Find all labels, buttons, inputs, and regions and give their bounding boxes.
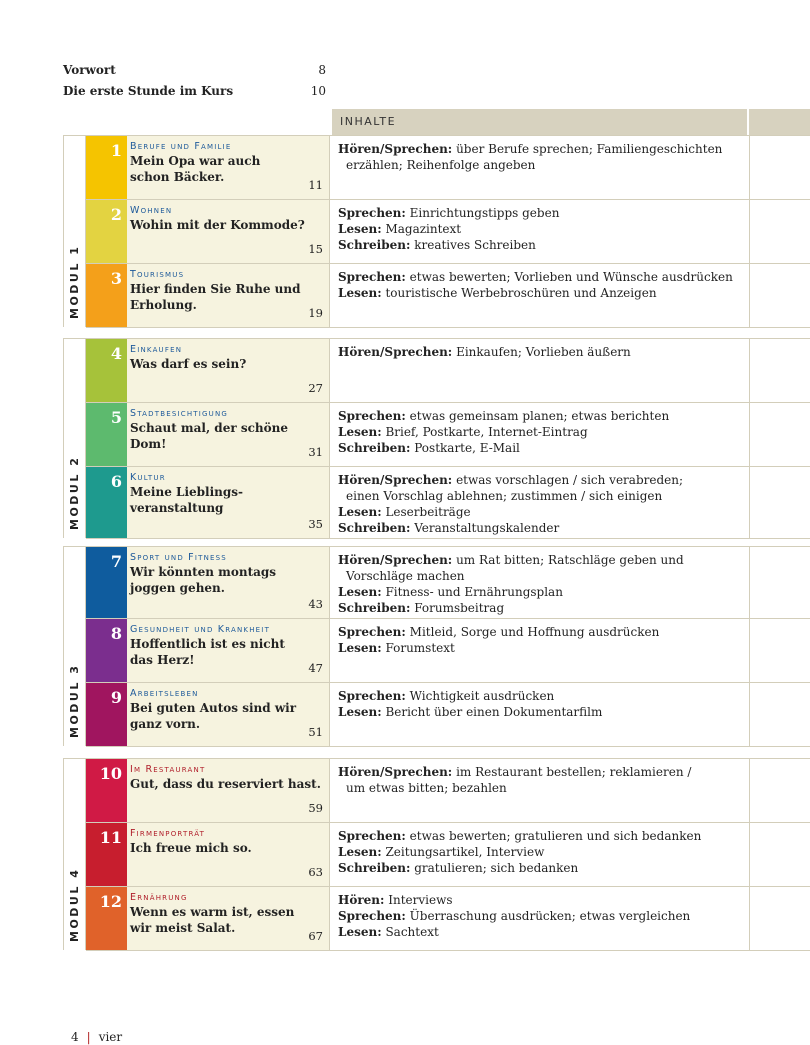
skill-label: Sprechen:: [338, 270, 406, 284]
skill-label: Sprechen:: [338, 206, 406, 220]
chapter-category: Kultur: [130, 472, 166, 483]
chapter-title: Meine Lieblings- veranstaltung: [130, 485, 244, 515]
chapter-number: 11: [86, 823, 127, 886]
skill-label: Sprechen:: [338, 909, 406, 923]
chapter-page: 67: [308, 929, 323, 943]
chapter-row: [86, 619, 810, 683]
chapter-title: Ich freue mich so.: [130, 841, 252, 855]
content-line: [338, 584, 743, 600]
chapter-page: 15: [308, 242, 323, 256]
skill-description: touristische Werbebroschüren und Anzeigen: [381, 286, 657, 300]
chapter-info: [127, 403, 330, 466]
module-label-text: MODUL 4: [67, 867, 81, 942]
skill-description: Veranstaltungskalender: [410, 521, 560, 535]
skill-description: Bericht über einen Dokumentarfilm: [381, 705, 603, 719]
content-line: [338, 704, 743, 720]
skill-label: Schreiben:: [338, 861, 411, 875]
chapter-title: Was darf es sein?: [130, 357, 247, 371]
chapter-title: Hier finden Sie Ruhe und Erholung.: [130, 282, 301, 312]
chapter-category: Einkaufen: [130, 344, 183, 355]
skill-description: erzählen; Reihenfolge angeben: [346, 158, 536, 172]
content-line: [338, 844, 743, 860]
content-line: [338, 440, 743, 456]
chapter-page: 47: [308, 661, 323, 675]
skill-label: Schreiben:: [338, 521, 411, 535]
footer-separator: |: [86, 1030, 91, 1044]
chapter-number: 10: [86, 759, 127, 822]
skill-description: Leserbeiträge: [381, 505, 471, 519]
skill-description: Wichtigkeit ausdrücken: [405, 689, 555, 703]
content-line: [338, 908, 743, 924]
intro-title: Vorwort: [63, 63, 116, 77]
skill-description: Interviews: [384, 893, 453, 907]
skill-label: Lesen:: [338, 585, 382, 599]
chapter-contents: [332, 619, 750, 682]
skill-description: kreatives Schreiben: [410, 238, 536, 252]
chapter-row: [86, 403, 810, 467]
content-line: [338, 624, 743, 640]
content-line: [338, 472, 743, 488]
content-line: [338, 520, 743, 536]
chapter-number: 7: [86, 547, 127, 618]
chapter-category: Arbeitsleben: [130, 688, 199, 699]
module-block: [63, 758, 810, 950]
chapter-category: Im Restaurant: [130, 764, 206, 775]
skill-description: Forumsbeitrag: [410, 601, 505, 615]
skill-label: Hören/Sprechen:: [338, 765, 453, 779]
chapter-contents: [332, 823, 750, 886]
chapter-category: Wohnen: [130, 205, 173, 216]
skill-description: Postkarte, E-Mail: [410, 441, 520, 455]
chapter-title: Gut, dass du reserviert hast.: [130, 777, 321, 791]
module-block: [63, 135, 810, 327]
module-label: [63, 136, 86, 327]
content-line: [338, 424, 743, 440]
chapter-page: 59: [308, 801, 323, 815]
chapter-number: 2: [86, 200, 127, 263]
skill-label: Sprechen:: [338, 409, 406, 423]
skill-label: Lesen:: [338, 641, 382, 655]
module-block: [63, 546, 810, 746]
skill-label: Hören/Sprechen:: [338, 473, 453, 487]
chapter-category: Berufe und Familie: [130, 141, 232, 152]
chapter-row: [86, 136, 810, 200]
skill-description: etwas bewerten; gratulieren und sich bedanken: [405, 829, 702, 843]
content-line: [338, 221, 743, 237]
content-line: [338, 141, 743, 157]
skill-label: Sprechen:: [338, 829, 406, 843]
chapter-title: Hoffentlich ist es nicht das Herz!: [130, 637, 285, 667]
chapter-row: [86, 683, 810, 747]
skill-description: im Restaurant bestellen; reklamieren /: [452, 765, 692, 779]
chapter-info: [127, 547, 330, 618]
chapter-contents: [332, 264, 750, 327]
module-label-text: MODUL 3: [67, 663, 81, 738]
intro-page: 10: [310, 84, 326, 98]
chapter-row: [86, 547, 810, 619]
skill-label: Lesen:: [338, 705, 382, 719]
page-word: vier: [98, 1030, 123, 1044]
chapter-number: 9: [86, 683, 127, 746]
chapter-row: [86, 200, 810, 264]
module-label: [63, 339, 86, 538]
chapter-row: [86, 339, 810, 403]
skill-label: Sprechen:: [338, 625, 406, 639]
skill-description: um Rat bitten; Ratschläge geben und: [452, 553, 684, 567]
chapter-contents: [332, 467, 750, 538]
content-line: [338, 552, 743, 568]
chapter-number: 8: [86, 619, 127, 682]
chapter-category: Tourismus: [130, 269, 185, 280]
chapter-title: Wir könnten montags joggen gehen.: [130, 565, 277, 595]
module-label: [63, 547, 86, 746]
skill-description: etwas bewerten; Vorlieben und Wünsche ausdrücken: [405, 270, 733, 284]
chapter-info: [127, 200, 330, 263]
skill-description: über Berufe sprechen; Familiengeschichten: [452, 142, 723, 156]
skill-description: Vorschläge machen: [346, 569, 465, 583]
page-footer: [71, 1030, 122, 1044]
chapter-info: [127, 339, 330, 402]
chapter-number: 6: [86, 467, 127, 538]
skill-label: Lesen:: [338, 222, 382, 236]
content-line: [338, 828, 743, 844]
skill-label: Sprechen:: [338, 689, 406, 703]
chapter-category: Stadtbesichtigung: [130, 408, 229, 419]
content-line: [338, 408, 743, 424]
page-number: 4: [71, 1030, 79, 1044]
content-line: [338, 568, 743, 584]
chapter-page: 43: [308, 597, 323, 611]
chapter-title: Wenn es warm ist, essen wir meist Salat.: [130, 905, 295, 935]
skill-label: Lesen:: [338, 505, 382, 519]
content-line: [338, 860, 743, 876]
chapter-page: 31: [308, 445, 323, 459]
chapter-title: Bei guten Autos sind wir ganz vorn.: [130, 701, 297, 731]
chapter-info: [127, 759, 330, 822]
skill-label: Schreiben:: [338, 441, 411, 455]
chapter-category: Ernährung: [130, 892, 188, 903]
skill-description: einen Vorschlag ablehnen; zustimmen / sich einigen: [346, 489, 663, 503]
content-line: [338, 764, 743, 780]
next-column-header: [749, 109, 810, 135]
module-block: [63, 338, 810, 538]
skill-label: Schreiben:: [338, 601, 411, 615]
chapter-page: 27: [308, 381, 323, 395]
chapter-page: 11: [308, 178, 323, 192]
chapter-row: [86, 264, 810, 328]
skill-description: etwas vorschlagen / sich verabreden;: [452, 473, 684, 487]
intro-title: Die erste Stunde im Kurs: [63, 84, 234, 98]
skill-label: Hören/Sprechen:: [338, 345, 453, 359]
skill-description: Zeitungsartikel, Interview: [381, 845, 545, 859]
chapter-number: 3: [86, 264, 127, 327]
skill-description: um etwas bitten; bezahlen: [346, 781, 507, 795]
content-line: [338, 640, 743, 656]
chapter-category: Sport und Fitness: [130, 552, 227, 563]
chapter-contents: [332, 136, 750, 199]
skill-label: Hören:: [338, 893, 385, 907]
skill-description: Magazintext: [381, 222, 462, 236]
content-line: [338, 780, 743, 796]
chapter-contents: [332, 759, 750, 822]
chapter-contents: [332, 200, 750, 263]
skill-label: Lesen:: [338, 286, 382, 300]
chapter-row: [86, 887, 810, 951]
skill-description: Sachtext: [381, 925, 439, 939]
content-line: [338, 924, 743, 940]
chapter-info: [127, 823, 330, 886]
skill-description: Einkaufen; Vorlieben äußern: [452, 345, 631, 359]
chapter-info: [127, 264, 330, 327]
chapter-row: [86, 759, 810, 823]
content-line: [338, 205, 743, 221]
module-label: [63, 759, 86, 950]
chapter-info: [127, 619, 330, 682]
content-line: [338, 285, 743, 301]
chapter-category: Gesundheit und Krankheit: [130, 624, 271, 635]
chapter-info: [127, 887, 330, 950]
skill-label: Lesen:: [338, 845, 382, 859]
chapter-page: 35: [308, 517, 323, 531]
skill-description: Mitleid, Sorge und Hoffnung ausdrücken: [405, 625, 660, 639]
skill-description: Einrichtungstipps geben: [405, 206, 560, 220]
chapter-info: [127, 467, 330, 538]
skill-description: Fitness- und Ernährungsplan: [381, 585, 563, 599]
skill-description: Brief, Postkarte, Internet-Eintrag: [381, 425, 588, 439]
chapter-row: [86, 823, 810, 887]
skill-description: Forumstext: [381, 641, 455, 655]
chapter-contents: [332, 683, 750, 746]
intro-line-vorwort: [63, 63, 326, 77]
module-label-text: MODUL 1: [67, 244, 81, 319]
chapter-number: 5: [86, 403, 127, 466]
chapter-contents: [332, 339, 750, 402]
skill-label: Hören/Sprechen:: [338, 142, 453, 156]
skill-description: Überraschung ausdrücken; etwas vergleichen: [405, 909, 691, 923]
module-label-text: MODUL 2: [67, 455, 81, 530]
chapter-contents: [332, 547, 750, 618]
chapter-contents: [332, 403, 750, 466]
chapter-number: 12: [86, 887, 127, 950]
skill-label: Lesen:: [338, 925, 382, 939]
chapter-row: [86, 467, 810, 539]
chapter-page: 19: [308, 306, 323, 320]
skill-label: Lesen:: [338, 425, 382, 439]
chapter-number: 4: [86, 339, 127, 402]
intro-page: 8: [318, 63, 326, 77]
chapter-title: Mein Opa war auch schon Bäcker.: [130, 154, 261, 184]
chapter-page: 51: [308, 725, 323, 739]
content-line: [338, 688, 743, 704]
chapter-number: 1: [86, 136, 127, 199]
skill-description: gratulieren; sich bedanken: [410, 861, 579, 875]
intro-line-erste-stunde: [63, 84, 326, 98]
content-line: [338, 892, 743, 908]
content-line: [338, 237, 743, 253]
content-line: [338, 600, 743, 616]
chapter-category: Firmenporträt: [130, 828, 206, 839]
chapter-contents: [332, 887, 750, 950]
chapter-title: Wohin mit der Kommode?: [130, 218, 305, 232]
content-line: [338, 504, 743, 520]
chapter-info: [127, 136, 330, 199]
chapter-title: Schaut mal, der schöne Dom!: [130, 421, 288, 451]
content-line: [338, 269, 743, 285]
inhalte-header: INHALTE: [332, 109, 747, 135]
skill-description: etwas gemeinsam planen; etwas berichten: [405, 409, 670, 423]
content-line: [338, 488, 743, 504]
skill-label: Schreiben:: [338, 238, 411, 252]
chapter-page: 63: [308, 865, 323, 879]
chapter-info: [127, 683, 330, 746]
content-line: [338, 344, 743, 360]
content-line: [338, 157, 743, 173]
skill-label: Hören/Sprechen:: [338, 553, 453, 567]
